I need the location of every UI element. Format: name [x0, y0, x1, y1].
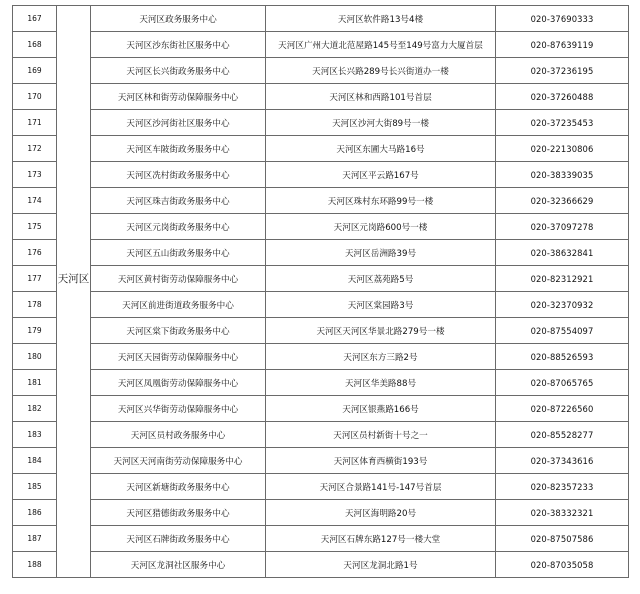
service-center-phone: 020-82357233	[496, 474, 629, 500]
row-number: 181	[13, 370, 57, 396]
row-number: 167	[13, 6, 57, 32]
service-center-phone: 020-37343616	[496, 448, 629, 474]
district-cell-blank	[57, 6, 91, 32]
service-center-name: 天河区车陂街政务服务中心	[91, 136, 266, 162]
district-cell-blank	[57, 448, 91, 474]
table-row	[13, 474, 629, 500]
service-center-phone: 020-87035058	[496, 552, 629, 578]
service-center-address: 天河区长兴路289号长兴街道办一楼	[266, 58, 496, 84]
service-center-name: 天河区猎德街政务服务中心	[91, 500, 266, 526]
service-center-name: 天河区龙洞社区服务中心	[91, 552, 266, 578]
row-number: 168	[13, 32, 57, 58]
service-center-phone: 020-22130806	[496, 136, 629, 162]
table-row	[13, 136, 629, 162]
district-cell-blank	[57, 84, 91, 110]
table-row	[13, 448, 629, 474]
district-cell-blank	[57, 396, 91, 422]
service-center-name: 天河区天园街劳动保障服务中心	[91, 344, 266, 370]
service-center-name: 天河区珠吉街政务服务中心	[91, 188, 266, 214]
service-center-phone: 020-85528277	[496, 422, 629, 448]
service-center-address: 天河区天河区华景北路279号一楼	[266, 318, 496, 344]
row-number: 183	[13, 422, 57, 448]
district-cell-blank	[57, 344, 91, 370]
table-row	[13, 266, 629, 292]
row-number: 182	[13, 396, 57, 422]
row-number: 184	[13, 448, 57, 474]
table-row	[13, 162, 629, 188]
service-center-phone: 020-87226560	[496, 396, 629, 422]
service-center-name: 天河区员村政务服务中心	[91, 422, 266, 448]
row-number: 174	[13, 188, 57, 214]
district-cell-blank	[57, 110, 91, 136]
service-center-phone: 020-37260488	[496, 84, 629, 110]
service-center-address: 天河区棠园路3号	[266, 292, 496, 318]
table-row	[13, 188, 629, 214]
row-number: 178	[13, 292, 57, 318]
row-number: 188	[13, 552, 57, 578]
table-body	[13, 6, 629, 578]
district-cell-blank	[57, 214, 91, 240]
district-cell-blank	[57, 240, 91, 266]
table-row	[13, 214, 629, 240]
table-row	[13, 240, 629, 266]
service-center-table	[12, 5, 629, 578]
district-cell-blank	[57, 188, 91, 214]
district-cell-blank	[57, 318, 91, 344]
service-center-phone: 020-38339035	[496, 162, 629, 188]
service-center-name: 天河区元岗街政务服务中心	[91, 214, 266, 240]
service-center-phone: 020-87554097	[496, 318, 629, 344]
service-center-name: 天河区新塘街政务服务中心	[91, 474, 266, 500]
table-row	[13, 58, 629, 84]
service-center-phone: 020-32366629	[496, 188, 629, 214]
service-center-name: 天河区五山街政务服务中心	[91, 240, 266, 266]
table-row	[13, 396, 629, 422]
service-center-address: 天河区元岗路600号一楼	[266, 214, 496, 240]
service-center-address: 天河区广州大道北范屋路145号至149号富力大厦首层	[266, 32, 496, 58]
district-cell-blank	[57, 162, 91, 188]
service-center-name: 天河区林和街劳动保障服务中心	[91, 84, 266, 110]
service-center-address: 天河区员村新街十号之一	[266, 422, 496, 448]
service-center-name: 天河区政务服务中心	[91, 6, 266, 32]
district-cell-blank	[57, 292, 91, 318]
service-center-phone: 020-38632841	[496, 240, 629, 266]
district-cell-blank	[57, 370, 91, 396]
service-center-phone: 020-87639119	[496, 32, 629, 58]
service-center-name: 天河区冼村街政务服务中心	[91, 162, 266, 188]
service-center-address: 天河区银燕路166号	[266, 396, 496, 422]
table-row	[13, 344, 629, 370]
service-center-phone: 020-37236195	[496, 58, 629, 84]
row-number: 185	[13, 474, 57, 500]
table-row	[13, 84, 629, 110]
table-row	[13, 292, 629, 318]
service-center-phone: 020-88526593	[496, 344, 629, 370]
service-center-address: 天河区沙河大街89号一楼	[266, 110, 496, 136]
service-center-phone: 020-82312921	[496, 266, 629, 292]
service-center-name: 天河区兴华街劳动保障服务中心	[91, 396, 266, 422]
row-number: 175	[13, 214, 57, 240]
service-center-address: 天河区东圃大马路16号	[266, 136, 496, 162]
service-center-phone: 020-38332321	[496, 500, 629, 526]
service-center-phone: 020-87065765	[496, 370, 629, 396]
service-center-name: 天河区石牌街政务服务中心	[91, 526, 266, 552]
service-center-address: 天河区岳洲路39号	[266, 240, 496, 266]
service-center-name: 天河区棠下街政务服务中心	[91, 318, 266, 344]
row-number: 179	[13, 318, 57, 344]
district-cell-blank	[57, 136, 91, 162]
district-cell-blank	[57, 32, 91, 58]
table-row	[13, 318, 629, 344]
row-number: 180	[13, 344, 57, 370]
service-center-name: 天河区前进街道政务服务中心	[91, 292, 266, 318]
district-cell-blank	[57, 474, 91, 500]
service-center-address: 天河区珠村东环路99号一楼	[266, 188, 496, 214]
service-center-address: 天河区海明路20号	[266, 500, 496, 526]
table-row	[13, 110, 629, 136]
service-center-name: 天河区长兴街政务服务中心	[91, 58, 266, 84]
service-center-address: 天河区石牌东路127号一楼大堂	[266, 526, 496, 552]
service-center-name: 天河区天河南街劳动保障服务中心	[91, 448, 266, 474]
district-cell-blank	[57, 526, 91, 552]
row-number: 171	[13, 110, 57, 136]
service-center-address: 天河区林和西路101号首层	[266, 84, 496, 110]
service-center-address: 天河区体育西横街193号	[266, 448, 496, 474]
row-number: 169	[13, 58, 57, 84]
table-row	[13, 370, 629, 396]
service-center-phone: 020-37690333	[496, 6, 629, 32]
district-cell-blank	[57, 552, 91, 578]
district-cell-blank	[57, 58, 91, 84]
row-number: 187	[13, 526, 57, 552]
service-center-name: 天河区沙东街社区服务中心	[91, 32, 266, 58]
service-center-phone: 020-37097278	[496, 214, 629, 240]
service-center-address: 天河区华美路88号	[266, 370, 496, 396]
service-center-address: 天河区荔苑路5号	[266, 266, 496, 292]
district-cell-blank	[57, 422, 91, 448]
service-center-address: 天河区东方三路2号	[266, 344, 496, 370]
row-number: 177	[13, 266, 57, 292]
service-center-phone: 020-32370932	[496, 292, 629, 318]
table-row	[13, 32, 629, 58]
service-center-name: 天河区凤凰街劳动保障服务中心	[91, 370, 266, 396]
service-center-phone: 020-37235453	[496, 110, 629, 136]
table-row	[13, 6, 629, 32]
service-center-name: 天河区沙河街社区服务中心	[91, 110, 266, 136]
service-center-phone: 020-87507586	[496, 526, 629, 552]
table-row	[13, 526, 629, 552]
row-number: 186	[13, 500, 57, 526]
row-number: 176	[13, 240, 57, 266]
table-row	[13, 422, 629, 448]
row-number: 172	[13, 136, 57, 162]
table-row	[13, 500, 629, 526]
service-center-address: 天河区龙洞北路1号	[266, 552, 496, 578]
district-cell: 天河区	[57, 266, 91, 292]
table-row	[13, 552, 629, 578]
service-center-address: 天河区软件路13号4楼	[266, 6, 496, 32]
service-center-address: 天河区合景路141号-147号首层	[266, 474, 496, 500]
row-number: 170	[13, 84, 57, 110]
row-number: 173	[13, 162, 57, 188]
service-center-name: 天河区黄村街劳动保障服务中心	[91, 266, 266, 292]
district-cell-blank	[57, 500, 91, 526]
service-center-address: 天河区平云路167号	[266, 162, 496, 188]
